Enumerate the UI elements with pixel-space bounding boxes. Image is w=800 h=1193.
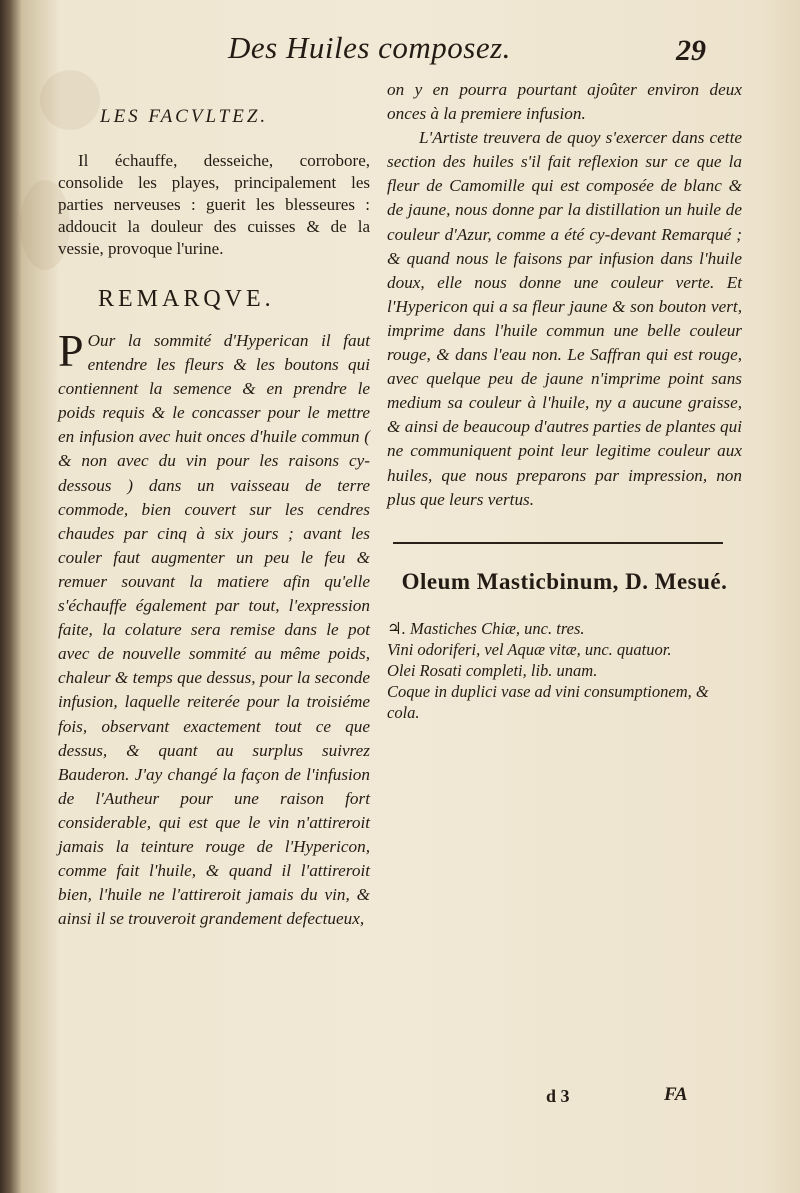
section-divider <box>393 542 723 544</box>
remarque-body: Our la sommité d'Hyperican il faut entendre les fleurs & les boutons qui contiennent la semence & en prendre le poids requis & le concasser pour le mettre en infusion avec huit onces d'huile commun ( & non avec du vin pour les raisons cy-dessous ) dans un vaisseau de terre commode, bien couvert sur les cendres chaudes par cinq à six jours ; avant les couler faut augmenter un peu le feu & remuer souvant la matiere afin qu'elle s'échauffe également par tout, l'expression faite, la colature sera remise dans le pot avec de nouvelle sommité au même poids, chaleur & temps que dessus, pour la seconde infusion, laquelle reiterée pour la troisiéme fois, observant exactement tout ce que dessus, & quant au surplus suivrez Bauderon. J'ay changé la façon de l'infusion de l'Autheur pour une raison fort considerable, qui est que le vin n'attireroit jamais la teinture rouge de l'Hypericon, comme fait l'huile, & quand il l'attireroit bien, l'huile ne l'attireroit jamais du vin, & ainsi il se trouveroit grandement defectueux, <box>58 331 370 929</box>
running-title: Des Huiles composez. <box>228 30 511 65</box>
left-column <box>58 96 370 931</box>
continuation-paragraph: on y en pourra pourtant ajoûter environ deux onces à la premiere infusion. <box>387 80 742 124</box>
drop-cap: P <box>58 325 84 376</box>
artiste-paragraph: L'Artiste treuvera de quoy s'exercer dans cette section des huiles s'il fait reflexion sur ce que la fleur de Camomille qui est composée de blanc & de jaune, nous donne par la distillation un huile de couleur d'Azur, comme a été cy-devant Remarqué ; & quand nous le faisons par infusion dans l'huile doux, elle nous donne une couleur verte. Et l'Hypericon qui a sa fleur jaune & son bouton vert, imprime dans l'huile commun une belle couleur rouge, & dans l'eau non. Le Saffran qui est rouge, avec quelque peu de jaune n'imprime point sans medium sa couleur à l'huile, ny a aucune graisse, & ainsi de beaucoup d'autres parties de plantes qui ne communiquent point leur legitime couleur aux huiles, que nous preparons par impression, non plus que leurs vertus. <box>387 128 742 509</box>
catchword: FA <box>664 1084 688 1105</box>
page-number: 29 <box>676 34 706 67</box>
recipe-line: Olei Rosati completi, lib. unam. <box>387 660 598 680</box>
recipe-title: Oleum Masticbinum, D. Mesué. <box>401 568 728 594</box>
faculties-paragraph: Il échauffe, desseiche, corrobore, consolide les playes, principalement les parties nerveuses : guerit les blesseures : addoucit la douleur des cuisses & de la vessie, provoque l'urine. <box>58 151 370 258</box>
section-title: LES FACVLTEZ. <box>100 106 269 127</box>
remarque-paragraph <box>58 325 370 931</box>
recipe-line: Coque in duplici vase ad vini consumptionem, & cola. <box>387 681 709 722</box>
signature-mark: d 3 <box>546 1086 570 1106</box>
remarque-heading: REMARQVE. <box>98 286 275 312</box>
recipe-line: Vini odoriferi, vel Aquæ vitæ, unc. quatuor. <box>387 639 672 659</box>
recipe-line: ♃. Mastiches Chiæ, unc. tres. <box>387 618 585 638</box>
right-column <box>387 78 742 723</box>
